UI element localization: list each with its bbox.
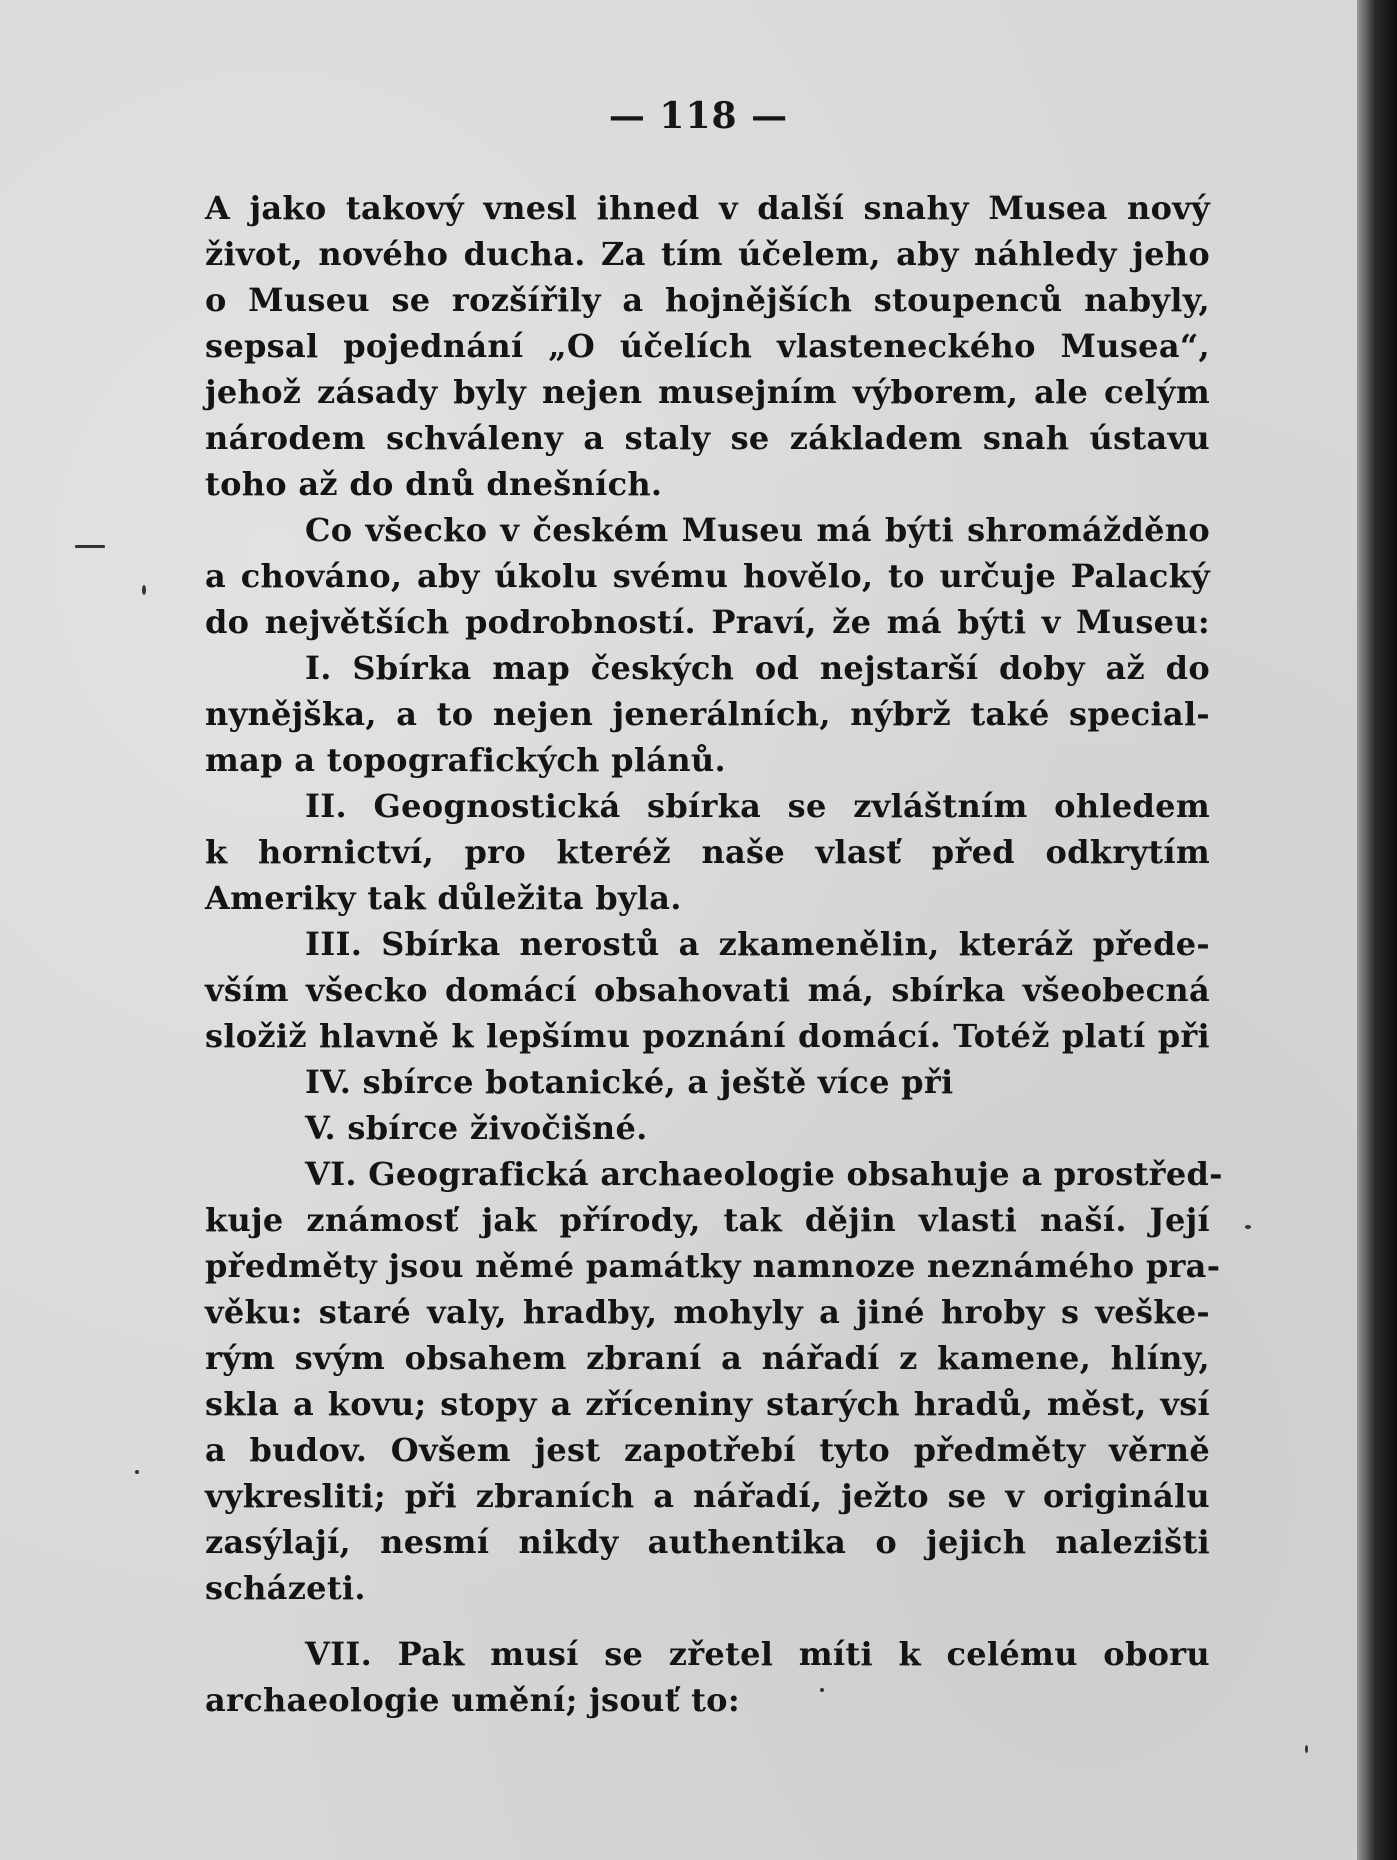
text-line: život, nového ducha. Za tím účelem, aby náhledy jeho: [205, 235, 1210, 273]
page-number: — 118 —: [608, 95, 789, 137]
text-line: k hornictví, pro kteréž naše vlasť před odkrytím: [205, 833, 1210, 871]
list-item-5: V. sbírce živočišné.: [305, 1109, 648, 1147]
text-line: map a topografických plánů.: [205, 741, 726, 779]
text-line: jehož zásady byly nejen musejním výborem, ale celým: [205, 373, 1210, 411]
ink-speck: [135, 1470, 139, 1474]
text-line: sepsal pojednání „O účelích vlasteneckého Musea“,: [205, 327, 1210, 365]
list-item-7: VII. Pak musí se zřetel míti k celému oboru: [305, 1635, 1210, 1673]
list-item-3: III. Sbírka nerostů a zkamenělin, kteráž přede-: [305, 925, 1210, 963]
text-line: věku: staré valy, hradby, mohyly a jiné hroby s veške-: [205, 1293, 1210, 1331]
body-text: [205, 185, 1223, 1723]
text-line: a budov. Ovšem jest zapotřebí tyto předměty věrně: [205, 1431, 1210, 1469]
list-item-1: I. Sbírka map českých od nejstarší doby až do: [305, 649, 1210, 687]
ink-speck: [1305, 1745, 1308, 1753]
text-line: a chováno, aby úkolu svému hovělo, to určuje Palacký: [205, 557, 1210, 595]
ink-speck: [1245, 1225, 1251, 1229]
ink-speck: [75, 545, 105, 548]
page-edge-shadow: [1357, 0, 1397, 1860]
list-item-6: VI. Geografická archaeologie obsahuje a prostřed-: [305, 1155, 1223, 1193]
text-line: národem schváleny a staly se základem snah ústavu: [205, 419, 1210, 457]
text-line: do největších podrobností. Praví, že má býti v Museu:: [205, 603, 1210, 641]
text-line: zasýlají, nesmí nikdy authentika o jejich nalezišti: [205, 1523, 1210, 1561]
text-line: vším všecko domácí obsahovati má, sbírka všeobecná: [205, 971, 1210, 1009]
text-line: předměty jsou němé památky namnoze neznámého pra-: [205, 1247, 1221, 1285]
paragraph-gap: [205, 1611, 1210, 1631]
text-line: toho až do dnů dnešních.: [205, 465, 663, 503]
text-line: skla a kovu; stopy a zříceniny starých hradů, měst, vsí: [205, 1385, 1210, 1423]
list-item-2: II. Geognostická sbírka se zvláštním ohledem: [305, 787, 1210, 825]
text-line: Co všecko v českém Museu má býti shromážděno: [305, 511, 1210, 549]
text-line: kuje známosť jak přírody, tak dějin vlasti naší. Její: [205, 1201, 1210, 1239]
text-line: vykresliti; při zbraních a nářadí, ježto se v originálu: [205, 1477, 1210, 1515]
text-line: o Museu se rozšířily a hojnějších stoupenců nabyly,: [205, 281, 1210, 319]
text-line: archaeologie umění; jsouť to:: [205, 1681, 740, 1719]
text-line: nynějška, a to nejen jenerálních, nýbrž také special-: [205, 695, 1210, 733]
list-item-4: IV. sbírce botanické, a ještě více při: [305, 1063, 954, 1101]
text-line: rým svým obsahem zbraní a nářadí z kamene, hlíny,: [205, 1339, 1210, 1377]
ink-speck: [142, 585, 146, 595]
ink-speck: [820, 1688, 824, 1692]
text-line: složiž hlavně k lepšímu poznání domácí. Totéž platí při: [205, 1017, 1210, 1055]
text-line: scházeti.: [205, 1569, 366, 1607]
text-line: A jako takový vnesl ihned v další snahy Musea nový: [205, 189, 1210, 227]
text-line: Ameriky tak důležita byla.: [205, 879, 682, 917]
